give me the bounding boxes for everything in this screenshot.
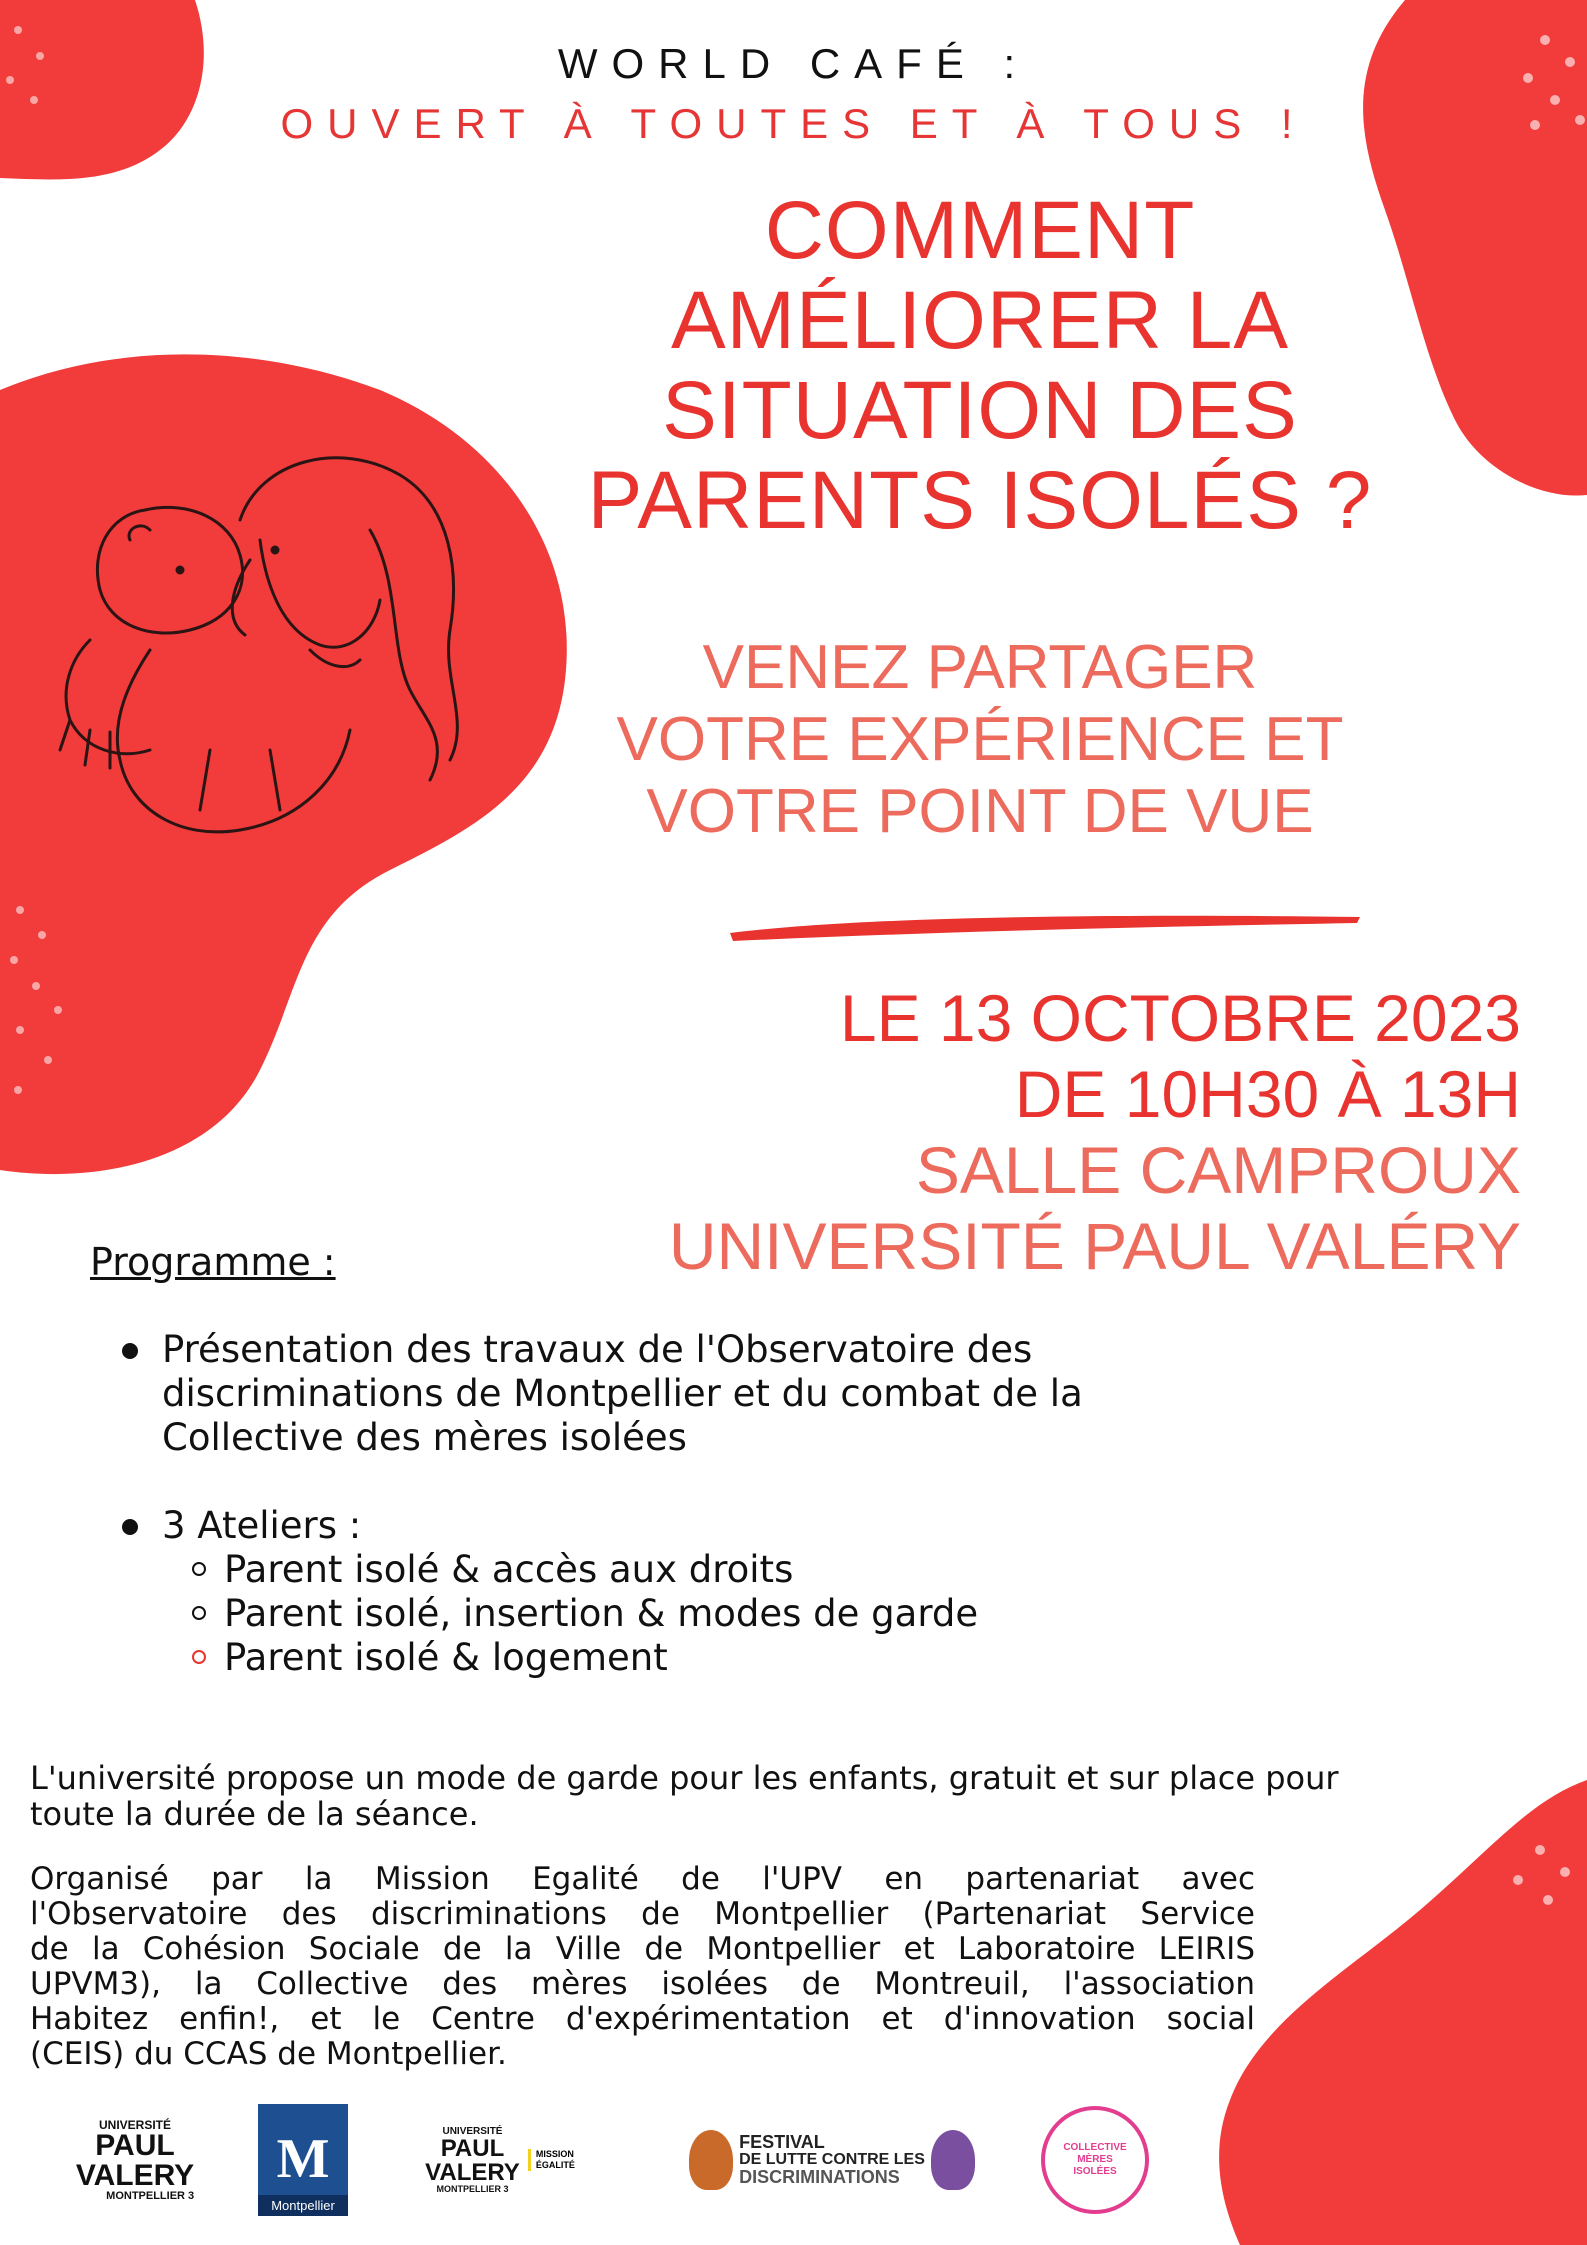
subtitle-line: VENEZ PARTAGER <box>702 633 1258 702</box>
event-date: LE 13 OCTOBRE 2023 <box>839 981 1521 1055</box>
list-item <box>100 1592 1300 1636</box>
item-line: discriminations de Montpellier et du combat de la <box>162 1372 1083 1415</box>
upv-main1: PAUL <box>95 2128 175 2162</box>
upv-top: UNIVERSITÉ <box>98 2117 171 2132</box>
title-line: AMÉLIORER LA <box>670 275 1290 366</box>
childcare-note <box>30 1760 1470 1832</box>
list-item <box>100 1328 1300 1460</box>
programme-list <box>100 1328 1300 1680</box>
upv-mission-logo <box>400 2100 600 2220</box>
montpellier-name: Montpellier <box>258 2195 348 2216</box>
organizers-note <box>30 1862 1255 2072</box>
item-line: Collective des mères isolées <box>162 1416 687 1459</box>
note-line: L'université propose un mode de garde pour les enfants, gratuit et sur place pour <box>30 1759 1339 1797</box>
subtitle <box>560 632 1400 848</box>
header-open-to-all: OUVERT À TOUTES ET À TOUS ! <box>280 100 1307 147</box>
bottom-right-blob <box>1200 1780 1587 2245</box>
bullet-icon <box>122 1519 138 1535</box>
collective-logo <box>1035 2100 1155 2220</box>
atelier-text: Parent isolé, insertion & modes de garde <box>224 1592 979 1635</box>
main-title <box>560 186 1400 546</box>
item-line: 3 Ateliers : <box>162 1504 362 1547</box>
mission-line: MISSION <box>535 2149 574 2160</box>
note-line: l'Observatoire des discriminations de Montpellier (Partenariat Service <box>30 1896 1255 1932</box>
list-item <box>100 1636 1300 1680</box>
circle-bullet-icon <box>192 1562 206 1576</box>
item-line: Présentation des travaux de l'Observatoire des <box>162 1328 1033 1371</box>
title-line: SITUATION DES <box>662 365 1298 456</box>
note-line: Habitez enfin!, et le Centre d'expérimentation et d'innovation social <box>30 2001 1255 2037</box>
circle-bullet-icon <box>192 1650 206 1664</box>
upvm-bottom: MONTPELLIER 3 <box>436 2183 509 2194</box>
upv-bottom: MONTPELLIER 3 <box>106 2189 195 2202</box>
upvm-main1: PAUL <box>440 2134 505 2162</box>
hand-print-icon <box>689 2130 733 2190</box>
title-line: COMMENT <box>764 185 1196 276</box>
brush-stroke-divider <box>725 905 1365 945</box>
subtitle-line: VOTRE POINT DE VUE <box>646 777 1314 846</box>
list-item <box>100 1548 1300 1592</box>
title-line: PARENTS ISOLÉS ? <box>587 455 1373 546</box>
list-item <box>100 1504 1300 1548</box>
atelier-text: Parent isolé & logement <box>224 1636 668 1679</box>
upv-main2: VALERY <box>75 2158 195 2192</box>
upvm-top: UNIVERSITÉ <box>442 2125 503 2137</box>
upvm-main2: VALERY <box>425 2158 520 2186</box>
festival-line2: DE LUTTE CONTRE LES <box>739 2150 925 2168</box>
upv-logo <box>40 2100 230 2220</box>
event-room: SALLE CAMPROUX <box>915 1133 1521 1207</box>
header-world-cafe: WORLD CAFÉ : <box>557 40 1030 87</box>
montpellier-letter: M <box>276 2128 330 2190</box>
collective-text: COLLECTIVE MÈRES ISOLÉES <box>1063 2142 1127 2177</box>
note-line: (CEIS) du CCAS de Montpellier. <box>30 2036 507 2072</box>
top-left-blob <box>0 0 220 190</box>
bullet-icon <box>122 1343 138 1359</box>
festival-line1: FESTIVAL <box>739 2131 825 2152</box>
note-line: Organisé par la Mission Egalité de l'UPV en partenariat avec <box>30 1861 1255 1897</box>
note-line: UPVM3), la Collective des mères isolées de Montreuil, l'association <box>30 1966 1255 2002</box>
festival-line3: DISCRIMINATIONS <box>739 2167 900 2188</box>
note-line: toute la durée de la séance. <box>30 1795 479 1833</box>
montpellier-logo <box>258 2100 348 2220</box>
subtitle-line: VOTRE EXPÉRIENCE ET <box>616 705 1344 774</box>
note-line: de la Cohésion Sociale de la Ville de Montpellier et Laboratoire LEIRIS <box>30 1931 1255 1967</box>
hand-print-icon <box>931 2130 975 2190</box>
event-time: DE 10H30 À 13H <box>1014 1057 1521 1131</box>
mother-child-illustration <box>30 420 550 880</box>
mission-line: ÉGALITÉ <box>535 2160 575 2170</box>
atelier-text: Parent isolé & accès aux droits <box>224 1548 794 1591</box>
programme-heading: Programme : <box>90 1240 336 1284</box>
event-place: UNIVERSITÉ PAUL VALÉRY <box>668 1209 1521 1283</box>
circle-bullet-icon <box>192 1606 206 1620</box>
festival-logo <box>672 2100 992 2220</box>
